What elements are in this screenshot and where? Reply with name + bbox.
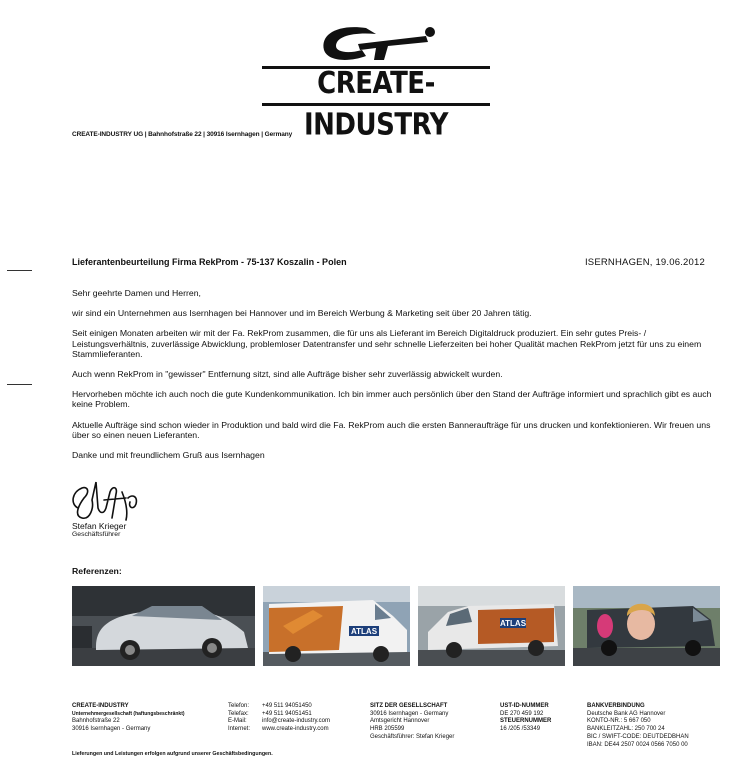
footer-tax-number: 16 /205 /53349 [500,726,541,733]
footer-bank-line: KONTO-NR.: 5 667 050 [587,718,651,725]
footer-seat-line: Geschäftsführer: Stefan Krieger [370,733,455,740]
letter-body [72,288,712,470]
footer-company-city: 30916 Isernhagen - Germany [72,726,151,733]
fax-value: +49 511 94051451 [262,710,312,717]
phone-value: +49 511 94051450 [262,703,312,709]
footer-seat-line: HRB 205599 [370,726,405,733]
email-value[interactable]: info@create-industry.com [262,718,331,725]
paragraph-communication: Hervorheben möchte ich auch noch die gute Kundenkommunikation. Ich bin immer auch persönlich über den Stand der Aufträge informiert und sprachlich gibt es auch keine Problem. [72,389,712,410]
letter-date: ISERNHAGEN, 19.06.2012 [584,257,705,268]
fold-mark-middle [7,384,32,385]
footer-company-street: Bahnhofstraße 22 [72,718,120,725]
closing: Danke und mit freundlichem Gruß aus Isernhagen [72,450,265,461]
fax-label: Telefax: [228,710,249,717]
logo-bottom-rule [262,103,490,106]
signatory-role: Geschäftsführer [72,531,121,538]
footer-bank-line: BIC / SWIFT-CODE: DEUTDEDBHAN [587,733,689,740]
footer-vat-title: UST-ID-NUMMER [500,703,549,709]
footer-vat-id: DE 270 459 192 [500,710,544,717]
footer-terms-note: Lieferungen und Leistungen erfolgen aufgrund unserer Geschäftsbedingungen. [72,751,273,757]
reference-photo-car [72,586,255,666]
footer-tax-title: STEUERNUMMER [500,718,552,725]
internet-label: Internet: [228,726,251,733]
handwritten-signature [66,478,146,522]
reference-photo-van-atlas [263,586,410,666]
signatory-name: Stefan Krieger [72,521,127,531]
footer-bank-line: BANKLEITZAHL: 250 700 24 [587,726,665,733]
phone-label: Telefon: [228,703,250,709]
footer-seat [370,703,454,742]
paragraph-current-orders: Aktuelle Aufträge sind schon wieder in Produktion und bald wird die Fa. RekProm auch die ersten Banneraufträge für uns drucken und konfektionieren. Wir freuen uns über so einen neuen Lieferanten. [72,419,711,440]
email-label: E-Mail: [228,718,247,725]
footer-bank-title: BANKVERBINDUNG [587,703,645,709]
footer-seat-title: SITZ DER GESELLSCHAFT [370,703,448,709]
footer-bank-line: IBAN: DE44 2507 0024 0566 7050 00 [587,741,688,748]
website-value[interactable]: www.create-industry.com [262,726,329,733]
footer-vat [500,703,551,734]
fold-mark-top [7,270,32,271]
van-brand-text-2: ATLAS [499,619,527,628]
footer-seat-line: 30916 Isernhagen - Germany [370,710,449,717]
footer-contact [228,703,330,734]
footer-company-title: CREATE-INDUSTRY [72,703,129,709]
footer-bank-line: Deutsche Bank AG Hannover [587,710,666,717]
footer-bank [587,703,689,749]
paragraph-reliability: Auch wenn RekProm in "gewisser" Entfernung sitzt, sind alle Aufträge bisher sehr zuverlässig abwickelt wurden. [72,369,503,380]
references-label: Referenzen: [72,566,122,576]
letter-subject: Lieferantenbeurteilung Firma RekProm - 75-137 Koszalin - Polen [72,257,347,267]
paragraph-cooperation: Seit einigen Monaten arbeiten wir mit der Fa. RekProm zusammen, die für uns als Lieferant im Bereich Digitaldruck produziert. Ein sehr gutes Preis- / Leistungsverhältnis, zuverlässige Abwicklung, problemloser Datentransfer und sehr schnelle Lieferzeiten bei hoher Qualität machen RekProm jetzt für uns zu einem Stammlieferanten. [72,328,702,359]
van-brand-text: ATLAS [350,627,378,636]
reference-photo-van-dark [573,586,720,666]
paragraph-intro: wir sind ein Unternehmen aus Isernhagen bei Hannover und im Bereich Werbung & Marketing seit über 20 Jahren tätig. [72,308,532,319]
salutation: Sehr geehrte Damen und Herren, [72,288,201,298]
brand-name: CREATE-INDUSTRY [303,66,448,143]
reference-photo-van-side [418,586,565,666]
sender-address-line: CREATE-INDUSTRY UG | Bahnhofstraße 22 | 30916 Isernhagen | Germany [72,131,293,138]
footer-seat-line: Amtsgericht Hannover [370,718,430,725]
footer-company [72,703,185,734]
footer-company-subtitle: Unternehmergesellschaft (haftungsbeschränkt) [72,710,185,717]
